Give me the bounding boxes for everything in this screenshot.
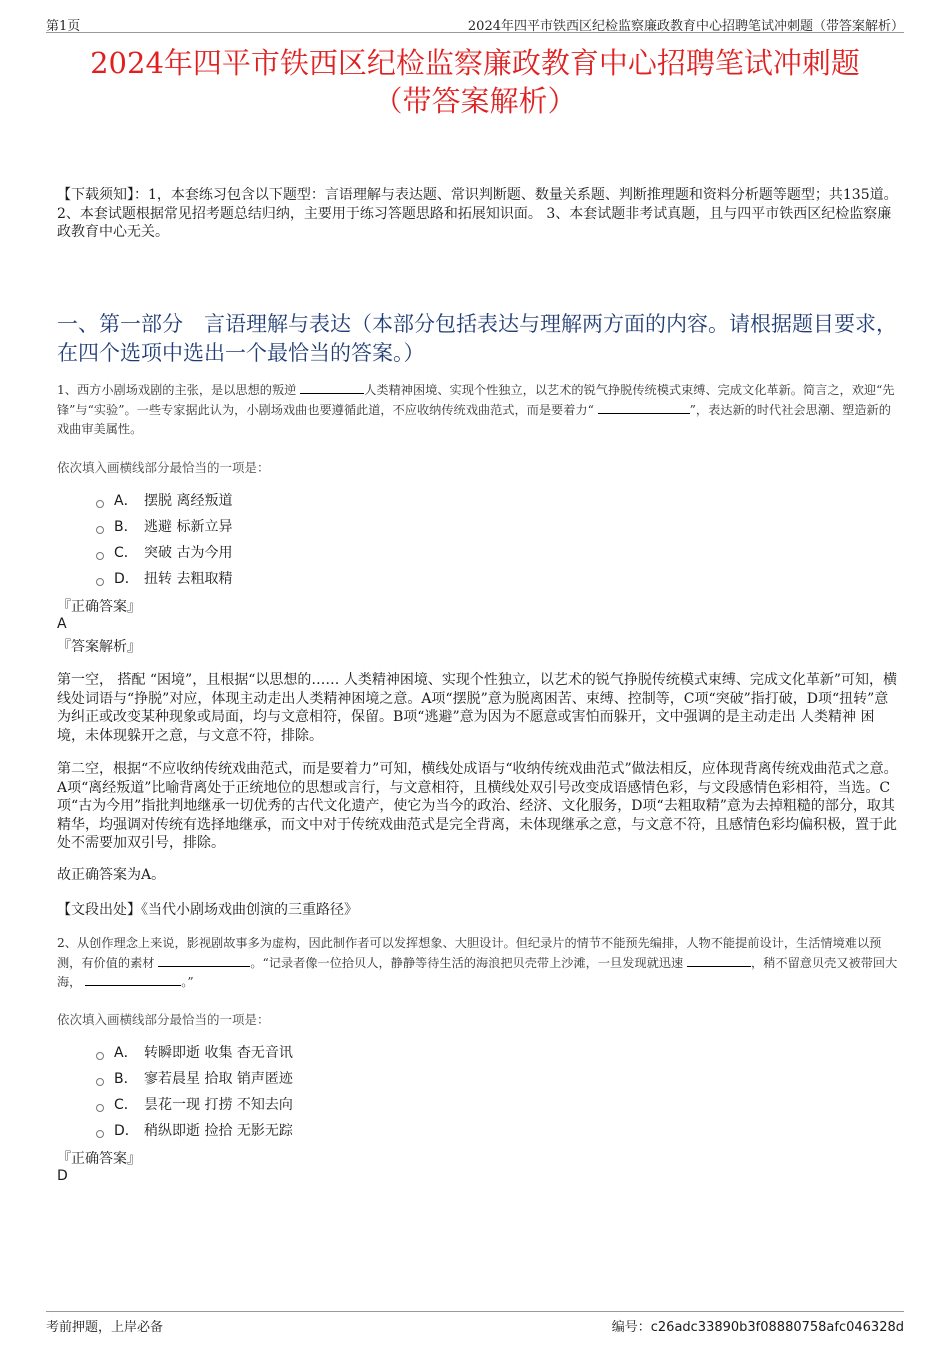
option-a[interactable]: A． 摆脱 离经叛道 [96,488,232,514]
radio-icon[interactable] [96,1078,104,1086]
radio-icon[interactable] [96,578,104,586]
radio-icon[interactable] [96,526,104,534]
blank-1 [158,954,250,967]
option-c[interactable]: C． 昙花一现 打捞 不知去向 [96,1092,293,1118]
radio-icon[interactable] [96,1130,104,1138]
question-1-prompt: 依次填入画横线部分最恰当的一项是： [57,460,270,475]
title-line-2: （带答案解析） [373,84,577,118]
blank-1 [300,381,364,394]
header-doc-title: 2024年四平市铁西区纪检监察廉政教育中心招聘笔试冲刺题（带答案解析） [467,19,904,34]
correct-answer: D [57,1168,68,1184]
analysis-paragraph-1: 第一空， 搭配 “困境”，且根据“以思想的…… 人类精神困境、实现个性独立，以艺术的锐气挣脱传统模式束缚、完成文化革新”可知，横线处词语与“挣脱”对应，体现主动走出人类精神困境之意。A项“摆脱”意为脱离困苦、束缚、控制等，C项“突破”指打破，D项“扭转”意为纠正或改变某种现象或局面，均与文意相符，保留。B项“逃避”意为因为不愿意或害怕而躲开，文中强调的是主动走出 人类精神 困境，未体现躲开之意，与文意不符，排除。 [57,672,897,744]
footer-serial: 编号：c26adc33890b3f08880758afc046328d [611,1320,904,1335]
page-footer [46,1311,904,1335]
radio-icon[interactable] [96,552,104,560]
analysis-conclusion: 故正确答案为A。 [57,867,166,883]
title-line-1: 2024年四平市铁西区纪检监察廉政教育中心招聘笔试冲刺题 [90,46,860,80]
blank-3 [85,973,181,986]
option-d[interactable]: D． 稍纵即逝 捡拾 无影无踪 [96,1118,293,1144]
option-b[interactable]: B． 逃避 标新立异 [96,514,232,540]
page-title [40,44,910,120]
download-notice: 【下载须知】：1，本套练习包含以下题型：言语理解与表达题、常识判断题、数量关系题、判断推理题和资料分析题等题型；共135道。 2、本套试题根据常见招考题总结归纳，主要用于练习答题思路和拓展知识面。 3、本套试题非考试真题，且与四平市铁西区纪检监察廉政教育中心无关。 [57,187,898,240]
option-d[interactable]: D． 扭转 去粗取精 [96,566,232,592]
question-2-prompt: 依次填入画横线部分最恰当的一项是： [57,1012,270,1027]
passage-source: 【文段出处】《当代小剧场戏曲创演的三重路径》 [57,902,358,918]
question-1-options [96,488,232,592]
question-1-text: 1、西方小剧场戏剧的主张，是以思想的叛逆 人类精神困境、实现个性独立，以艺术的锐气挣脱传统模式束缚、完成文化革新。简言之，欢迎“先锋”与“实验”。一些专家据此认为，小剧场戏曲也要遵循此道，不应收纳传统戏曲范式，而是要着力“ ”，表达新的时代社会思潮、塑造新的戏曲审美属性。 [57,383,895,436]
blank-2 [687,954,751,967]
page-header [46,12,904,33]
footer-slogan: 考前押题，上岸必备 [46,1320,164,1335]
blank-2 [598,401,690,414]
correct-answer: A [57,616,67,632]
correct-answer-label: 『正确答案』 [57,599,141,615]
radio-icon[interactable] [96,1052,104,1060]
page-number: 第1页 [46,19,81,34]
radio-icon[interactable] [96,500,104,508]
option-a[interactable]: A． 转瞬即逝 收集 杳无音讯 [96,1040,293,1066]
question-2-options [96,1040,293,1144]
option-b[interactable]: B． 寥若晨星 拾取 销声匿迹 [96,1066,293,1092]
analysis-label: 『答案解析』 [57,639,141,655]
correct-answer-label: 『正确答案』 [57,1151,141,1167]
radio-icon[interactable] [96,1104,104,1112]
analysis-paragraph-2: 第二空，根据“不应收纳传统戏曲范式，而是要着力”可知，横线处成语与“收纳传统戏曲范式”做法相反，应体现背离传统戏曲范式之意。A项“离经叛道”比喻背离处于正统地位的思想或言行，与文意相符，且横线处双引号改变成语感情色彩，与文段感情色彩相符，当选。C项“古为今用”指批判地继承一切优秀的古代文化遗产，使它为当今的政治、经济、文化服务，D项“去粗取精”意为去掉粗糙的部分，取其精华，均强调对传统有选择地继承，而文中对于传统戏曲范式是完全背离，未体现继承之意，与文意不符，且感情色彩均偏积极，置于此处不需要加双引号，排除。 [57,761,898,851]
section-title: 一、第一部分 言语理解与表达（本部分包括表达与理解两方面的内容。请根据题目要求，在四个选项中选出一个最恰当的答案。） [57,312,897,365]
option-c[interactable]: C． 突破 古为今用 [96,540,232,566]
question-2-text: 2、从创作理念上来说，影视剧故事多为虚构，因此制作者可以发挥想象、大胆设计。但纪录片的情节不能预先编排，人物不能提前设计，生活情境难以预测，有价值的素材 。“记录者像一位拾贝人，静静等待生活的海浪把贝壳带上沙滩，一旦发现就迅速 ，稍不留意贝壳又被带回大海， 。” [57,936,898,989]
